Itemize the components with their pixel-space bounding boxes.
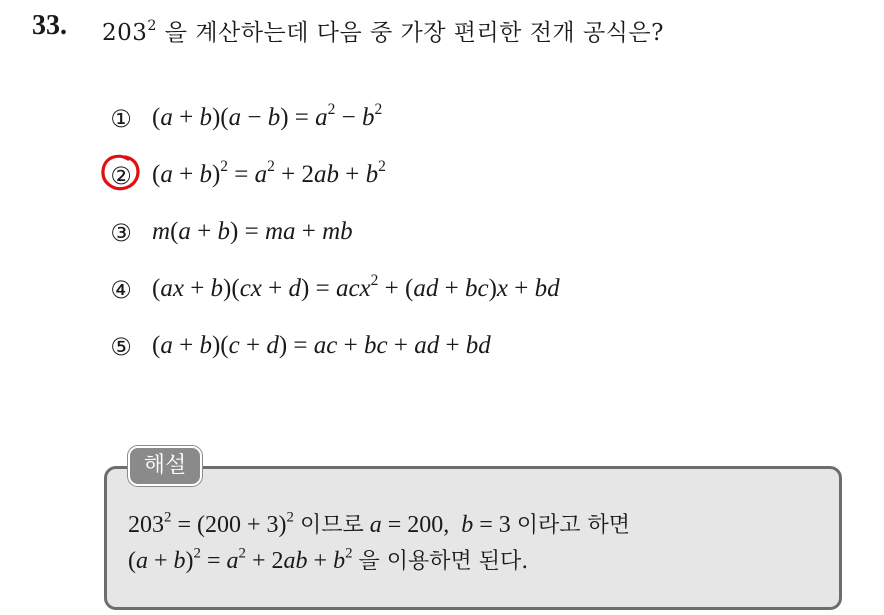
choice-expression: (a + b)(c + d) = ac + bc + ad + bd — [152, 332, 491, 359]
question-base: 203 — [102, 20, 148, 46]
choice-expression: $(a + b)^2 = a^2 + 2ab + b^2$ — [152, 158, 386, 188]
choice-number: ③ — [110, 219, 132, 247]
choice-number: ② — [110, 162, 132, 190]
question-number: 33. — [32, 10, 67, 41]
choice-expression: (ax + b)(cx + d) = acx$^2$ + (ad + bc)x + bd — [152, 272, 560, 302]
question-text — [102, 14, 664, 47]
question-exponent: 2 — [147, 18, 157, 35]
solution-line-1: $203^2 = (200 + 3)^2$ 이므로 a = 200, b = 3 이라고 하면 — [128, 509, 631, 538]
choice-expression: $(a + b)(a - b) = a^2 - b^2$ — [152, 101, 383, 131]
choice-number: ④ — [110, 276, 132, 304]
choice-number: ① — [110, 105, 132, 133]
choice-number: ⑤ — [110, 333, 132, 361]
solution-label: 해설 — [128, 446, 202, 486]
solution-line-2: $(a + b)^2 = a^2 + 2ab + b^2$ 을 이용하면 된다. — [128, 545, 529, 574]
question-body: 을 계산하는데 다음 중 가장 편리한 전개 공식은? — [164, 20, 664, 46]
choice-expression: m(a + b) = ma + mb — [152, 218, 353, 245]
